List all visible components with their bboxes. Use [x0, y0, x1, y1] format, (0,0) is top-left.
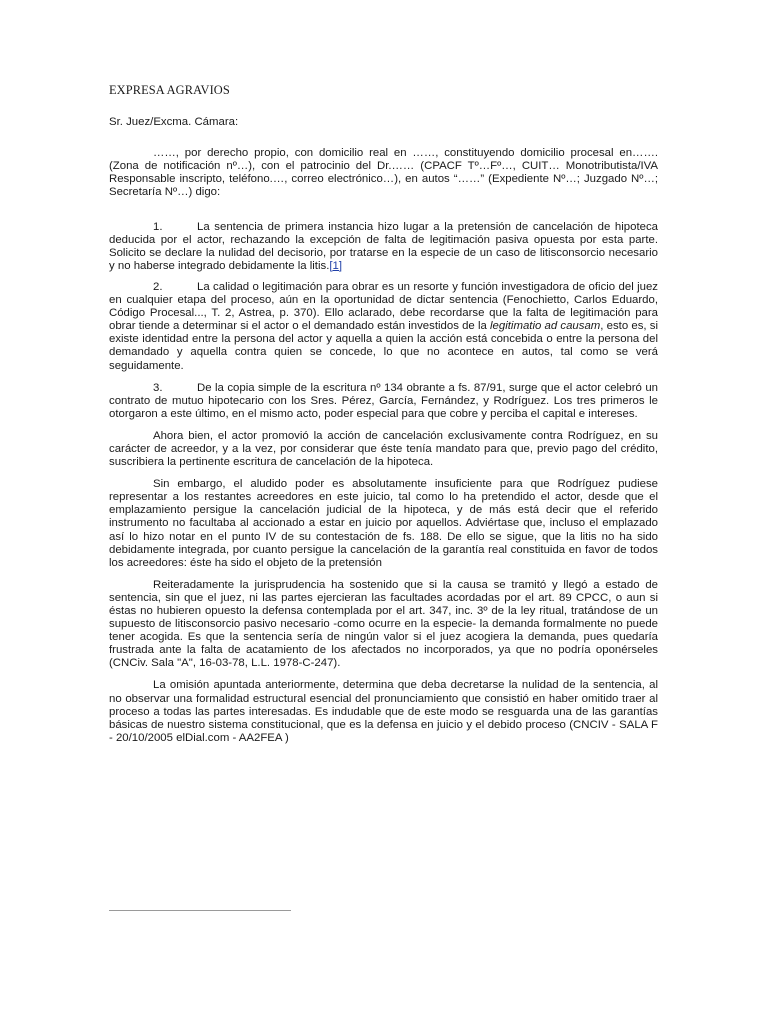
paragraph-text: , esto es, si existe identidad entre la persona del actor y aquella a quien la acción está concebida o entre la persona del demandado y aquella contra quien se concede, lo que no acontece en autos, tal como se verá seguidamente. [109, 320, 658, 372]
paragraph-text: La calidad o legitimación para obrar es un resorte y función investigadora de oficio del juez en cualquier etapa del proceso, aún en la oportunidad de dictar sentencia (Fenochietto, Carlos Eduardo, Código Procesal..., T. 2, Astrea, p. 370). Ello aclarado, debe recordarse que la falta de legitimación para obrar tiende a determinar si el actor o el demandado están investidos de la [109, 280, 658, 333]
paragraph-4: Ahora bien, el actor promovió la acción de cancelación exclusivamente contra Rodríguez, en su carácter de acreedor, y a la vez, por considerar que éste tenía mandato para que, previo pago del crédito, suscribiera la pertinente escritura de cancelación de la hipoteca. [109, 429, 658, 469]
paragraph-number: 3. [153, 381, 163, 394]
paragraph-3 [109, 382, 658, 421]
footnote-separator [109, 910, 291, 911]
paragraph-text: La sentencia de primera instancia hizo lugar a la pretensión de cancelación de hipoteca deducida por el actor, rechazando la excepción de falta de legitimación pasiva opuesta por esta parte. Solicito se declare la nulidad del decisorio, por tratarse en la especie de un caso de litisconsorcio necesario y no haberse integrado debidamente la litis. [109, 220, 658, 272]
paragraph-number: 1. [153, 220, 163, 233]
salutation: Sr. Juez/Excma. Cámara: [109, 116, 239, 129]
paragraph-7: La omisión apuntada anteriormente, determina que deba decretarse la nulidad de la sentencia, al no observar una formalidad estructural esencial del pronunciamiento que consistió en haber omitido traer al proceso a todas las partes interesadas. Es indudable que de este modo se resguarda una de las garantías básicas de nuestro sistema constitucional, que es la defensa en juicio y el debido proceso (CNCIV - SALA F - 20/10/2005 elDial.com - AA2FEA ) [109, 679, 658, 744]
document-title: EXPRESA AGRAVIOS [109, 83, 230, 97]
paragraph-1 [109, 221, 658, 273]
latin-term: legitimatio ad causam [490, 320, 601, 333]
paragraph-2 [109, 281, 658, 373]
document-body [109, 84, 658, 745]
footnote-link[interactable]: [1] [329, 259, 343, 272]
paragraph-number: 2. [153, 280, 163, 293]
intro-paragraph: ……, por derecho propio, con domicilio real en ……, constituyendo domicilio procesal en……. (Zona de notificación nº…), con el patrocinio del Dr.…… (CPACF Tº…Fº…, CUIT… Monotributista/IVA Responsable inscripto, teléfono.…, correo electrónico…), en autos “……” (Expediente Nº…; Juzgado Nº…; Secretaría Nº…) digo: [109, 147, 658, 199]
paragraph-text: De la copia simple de la escritura nº 134 obrante a fs. 87/91, surge que el actor celebró un contrato de mutuo hipotecario con los Sres. Pérez, García, Fernández, y Rodríguez. Los tres primeros le otorgaron a este último, en el mismo acto, poder especial para que cobre y perciba el capital e intereses. [109, 381, 658, 420]
paragraph-5: Sin embargo, el aludido poder es absolutamente insuficiente para que Rodríguez pudiese representar a los restantes acreedores en este juicio, tal como lo ha pretendido el actor, desde que el emplazamiento persigue la cancelación judicial de la hipoteca, y de más está decir que el referido instrumento no facultaba al accionado a estar en juicio por aquellos. Adviértase que, incluso el emplazado así lo hizo notar en el punto IV de su contestación de fs. 188. De ello se sigue, que la litis no ha sido debidamente integrada, por cuanto persigue la cancelación de la garantía real constituida en favor de todos los acreedores: éste ha sido el objeto de la pretensión [109, 478, 658, 569]
paragraph-6: Reiteradamente la jurisprudencia ha sostenido que si la causa se tramitó y llegó a estado de sentencia, sin que el juez, ni las partes ejercieran las facultades acordadas por el art. 89 CPCC, o aun si éstas no hubieren opuesto la defensa contemplada por el art. 347, inc. 3º de la ley ritual, tratándose de un supuesto de litisconsorcio pasivo necesario -como ocurre en la especie- la demanda formalmente no puede tener acogida. Es que la sentencia sería de ningún valor si el juez acogiera la demanda, pues quedaría frustrada ante la falta de acatamiento de los afectados no incorporados, ya que no podría oponérseles (CNCiv. Sala "A", 16-03-78, L.L. 1978-C-247). [109, 578, 658, 670]
